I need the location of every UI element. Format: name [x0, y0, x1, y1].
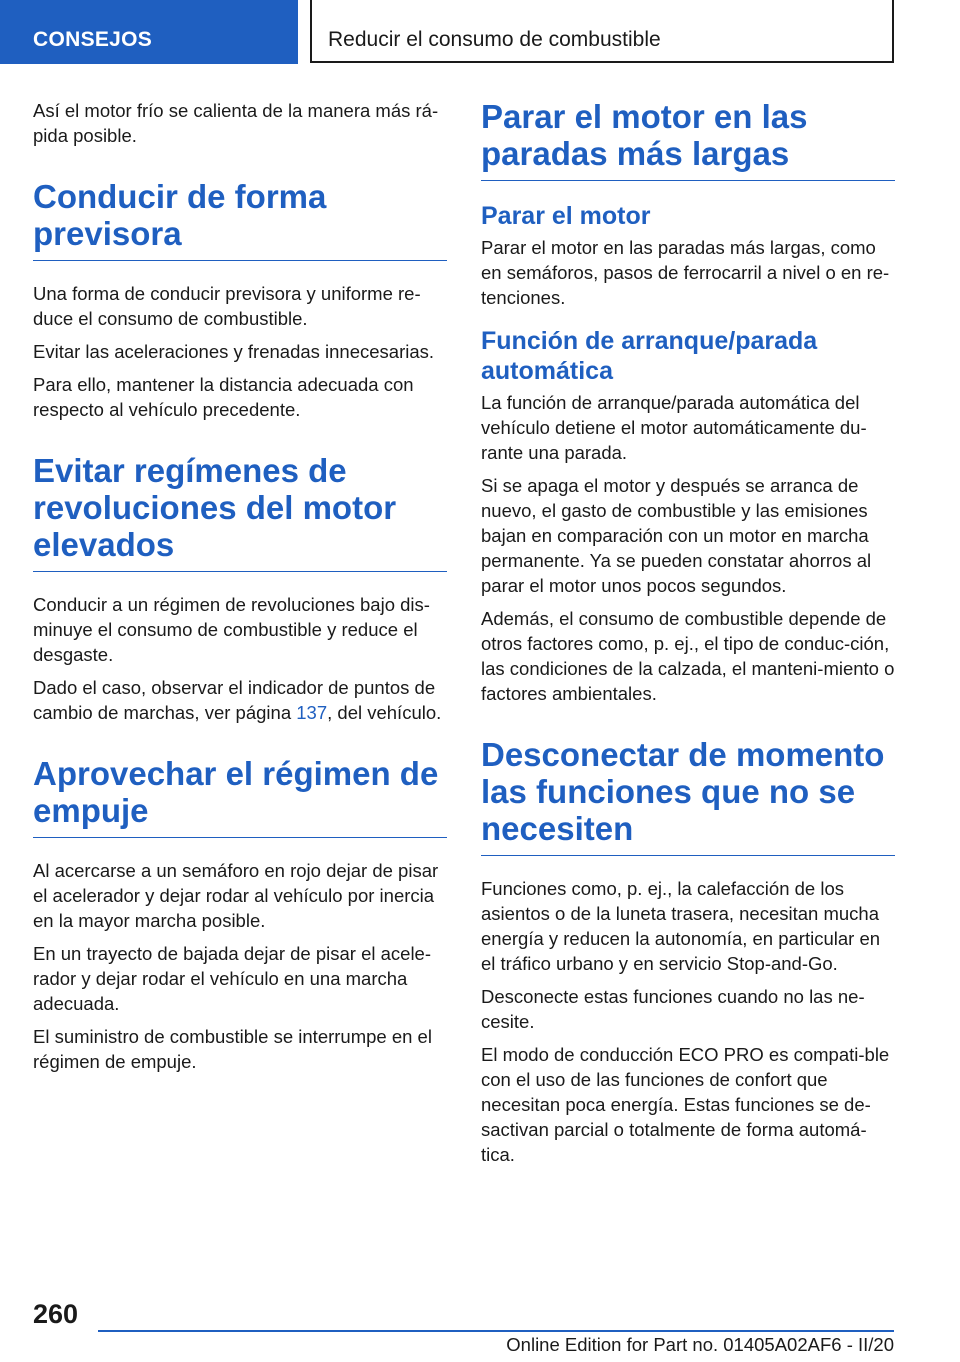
paragraph: Una forma de conducir previsora y uniforme re-duce el consumo de combustible. [33, 283, 421, 329]
subheading-parar-motor: Parar el motor [481, 202, 651, 230]
text: Dado el caso, observar el indicador de puntos de cambio de marchas, ver página [33, 677, 436, 723]
paragraph: Si se apaga el motor y después se arranca de nuevo, el gasto de combustible y las emisiones bajan en comparación con un motor en marcha permanente. Ya se pueden constatar ahorros al parar el motor unos pocos segundos. [481, 475, 872, 596]
paragraph: El suministro de combustible se interrumpe en el régimen de empuje. [33, 1026, 432, 1072]
paragraph: Parar el motor en las paradas más largas, como en semáforos, pasos de ferrocarril a nivel o en re-tenciones. [481, 237, 890, 308]
heading-previsora: Conducir de forma previsora [33, 178, 447, 261]
chapter-title: Reducir el consumo de combustible [328, 28, 661, 51]
paragraph: Desconecte estas funciones cuando no las ne-cesite. [481, 986, 865, 1032]
page-number: 260 [33, 1299, 79, 1329]
paragraph: El modo de conducción ECO PRO es compati-ble con el uso de las funciones de confort que necesitan poca energía. Estas funciones se de-sactivan parcial o totalmente de forma automá-tica. [481, 1044, 890, 1165]
paragraph-with-link [33, 675, 447, 725]
section-label: CONSEJOS [33, 28, 153, 51]
text: , del vehículo. [327, 702, 442, 723]
heading-parar: Parar el motor en las paradas más largas [481, 98, 895, 181]
edition-footer: Online Edition for Part no. 01405A02AF6 - II/20 [506, 1334, 894, 1355]
right-column [481, 98, 895, 1175]
heading-empuje: Aprovechar el régimen de empuje [33, 755, 447, 838]
paragraph: En un trayecto de bajada dejar de pisar el acele-rador y dejar rodar el vehículo en una marcha adecuada. [33, 943, 432, 1014]
left-column [33, 98, 447, 1082]
heading-regimenes: Evitar regímenes de revoluciones del motor elevados [33, 452, 447, 572]
heading-desconectar: Desconectar de momento las funciones que no se necesiten [481, 736, 895, 856]
page-reference-link[interactable]: 137 [296, 702, 328, 723]
paragraph: Además, el consumo de combustible depende de otros factores como, p. ej., el tipo de conduc-ción, las condiciones de la calzada, el manteni-miento o factores ambientales. [481, 608, 895, 704]
paragraph: Conducir a un régimen de revoluciones bajo dis-minuye el consumo de combustible y reduce el desgaste. [33, 594, 430, 665]
subheading-funcion: Función de arranque/parada automática [481, 327, 818, 385]
paragraph: Al acercarse a un semáforo en rojo dejar de pisar el acelerador y dejar rodar al vehículo por inercia en la mayor marcha posible. [33, 860, 439, 931]
chapter-header [310, 0, 894, 63]
paragraph: Funciones como, p. ej., la calefacción de los asientos o de la luneta trasera, necesitan mucha energía y reducen la autonomía, en particular en el tráfico urbano y en servicio Stop-and-Go. [481, 878, 881, 974]
section-tab [0, 0, 298, 64]
footer-divider [98, 1330, 894, 1332]
paragraph: Para ello, mantener la distancia adecuada con respecto al vehículo precedente. [33, 374, 414, 420]
intro-paragraph: Así el motor frío se calienta de la manera más rá-pida posible. [33, 100, 439, 146]
paragraph: Evitar las aceleraciones y frenadas innecesarias. [33, 341, 435, 362]
paragraph: La función de arranque/parada automática del vehículo detiene el motor automáticamente du-rante una parada. [481, 392, 867, 463]
